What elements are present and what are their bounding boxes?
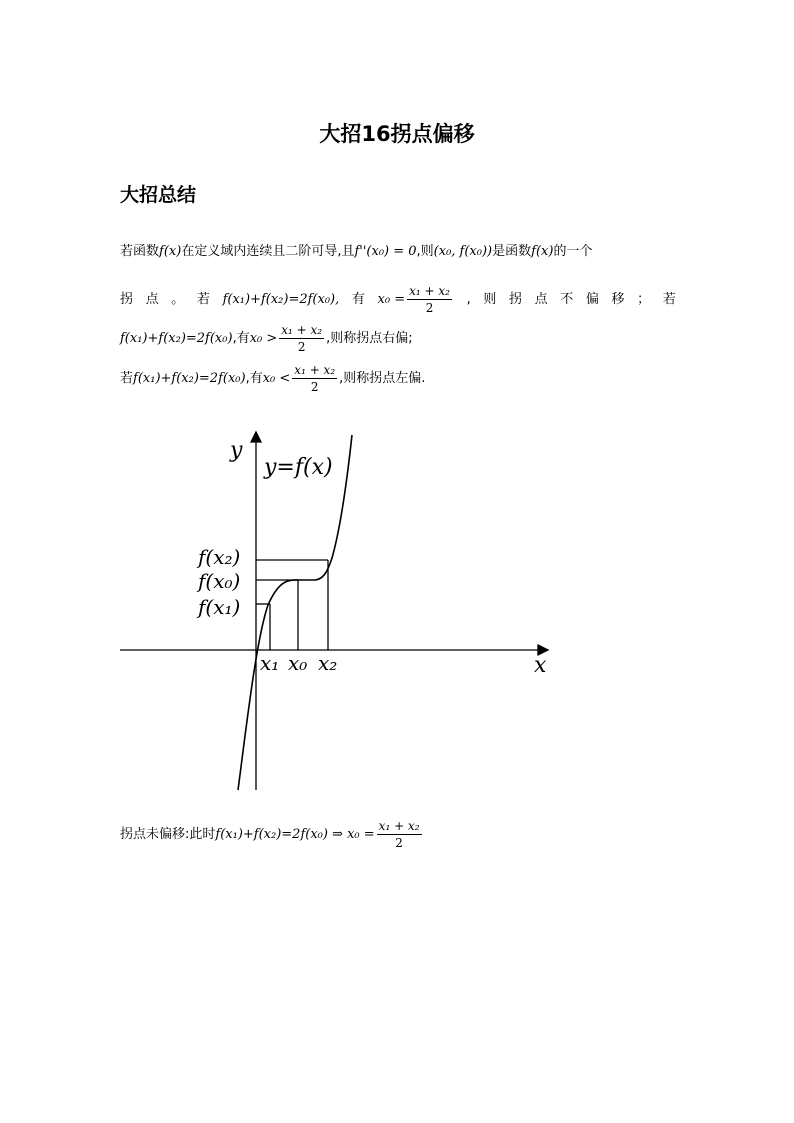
inflection-point-graph [118,430,558,800]
fraction-numerator: x₁ + x₂ [294,363,336,377]
left-shift-line [120,362,425,395]
fx0-label: f(x₀) [198,569,241,593]
y-axis-label: y [230,438,243,463]
function-fx: f(x) [159,244,182,259]
inflection-point: (x₀, f(x₀)) [433,244,493,259]
has-text: ,有 [232,330,250,346]
intro-text: 若函数 [120,244,160,259]
fx2-label: f(x₂) [198,545,241,569]
word: , [466,291,471,307]
sum-condition: f(x₁)+f(x₂)=2f(x₀) [133,370,246,386]
fraction-denominator: 2 [310,380,319,394]
word: 不 [560,291,574,307]
definition-line [120,242,592,262]
word: 点 [534,291,548,307]
conclusion-line [120,818,424,851]
fx1-label: f(x₁) [198,595,241,619]
sum-condition: f(x₁)+f(x₂)=2f(x₀), [222,291,340,307]
x2-label: x₂ [318,651,338,675]
word: 移 [611,291,625,307]
x0-greater: x₀ > [249,330,278,346]
word: 拐 [120,291,134,307]
x0-label: x₀ [288,651,308,675]
function-fx-2: f(x) [531,244,554,259]
fraction-numerator: x₁ + x₂ [378,819,420,833]
word: 点 [145,291,159,307]
fraction-denominator: 2 [297,340,306,354]
then-text: ,则 [416,244,434,259]
word: 偏 [585,291,599,307]
y-axis-arrow [251,432,261,442]
condition-text: 在定义域内连续且二阶可导,且 [181,244,355,259]
sum-condition: f(x₁)+f(x₂)=2f(x₀) [120,330,233,346]
curve-label: y=f(x) [264,455,333,480]
fraction-denominator: 2 [395,836,403,850]
word: 拐 [508,291,522,307]
fraction [279,322,324,355]
fraction [407,283,452,316]
is-text: 是函数 [492,244,532,259]
prefix-text: 若 [120,370,134,386]
section-heading: 大招总结 [120,184,197,206]
word: 若 [662,291,676,307]
page-title: 大招16拐点偏移 [319,122,475,146]
fraction-numerator: x₁ + x₂ [409,284,450,298]
conclusion-prefix: 拐点未偏移:此时 [120,826,216,842]
word: ； [637,291,651,307]
word: 则 [483,291,497,307]
conclusion-condition: f(x₁)+f(x₂)=2f(x₀) ⇒ x₀ = [215,826,375,842]
x1-label: x₁ [260,651,280,675]
fraction-denominator: 2 [425,301,434,315]
tail-text: 的一个 [553,244,593,259]
tail-text: ,则称拐点右偏; [326,330,413,346]
x-axis-label: x [534,653,547,678]
midpoint-formula [378,283,454,316]
x0-equals: x₀ = [377,291,406,307]
tail-text: ,则称拐点左偏. [339,370,426,386]
word: 有 [351,291,365,307]
word: 若 [196,291,210,307]
second-derivative: f''(x₀) = 0 [354,244,417,259]
right-shift-line [120,322,413,355]
fraction [377,818,422,851]
no-shift-line [120,283,676,316]
fraction-numerator: x₁ + x₂ [281,323,323,337]
function-curve [238,435,352,790]
x0-less: x₀ < [262,370,291,386]
fraction [292,362,337,395]
has-text: ,有 [245,370,263,386]
word: 。 [171,291,185,307]
